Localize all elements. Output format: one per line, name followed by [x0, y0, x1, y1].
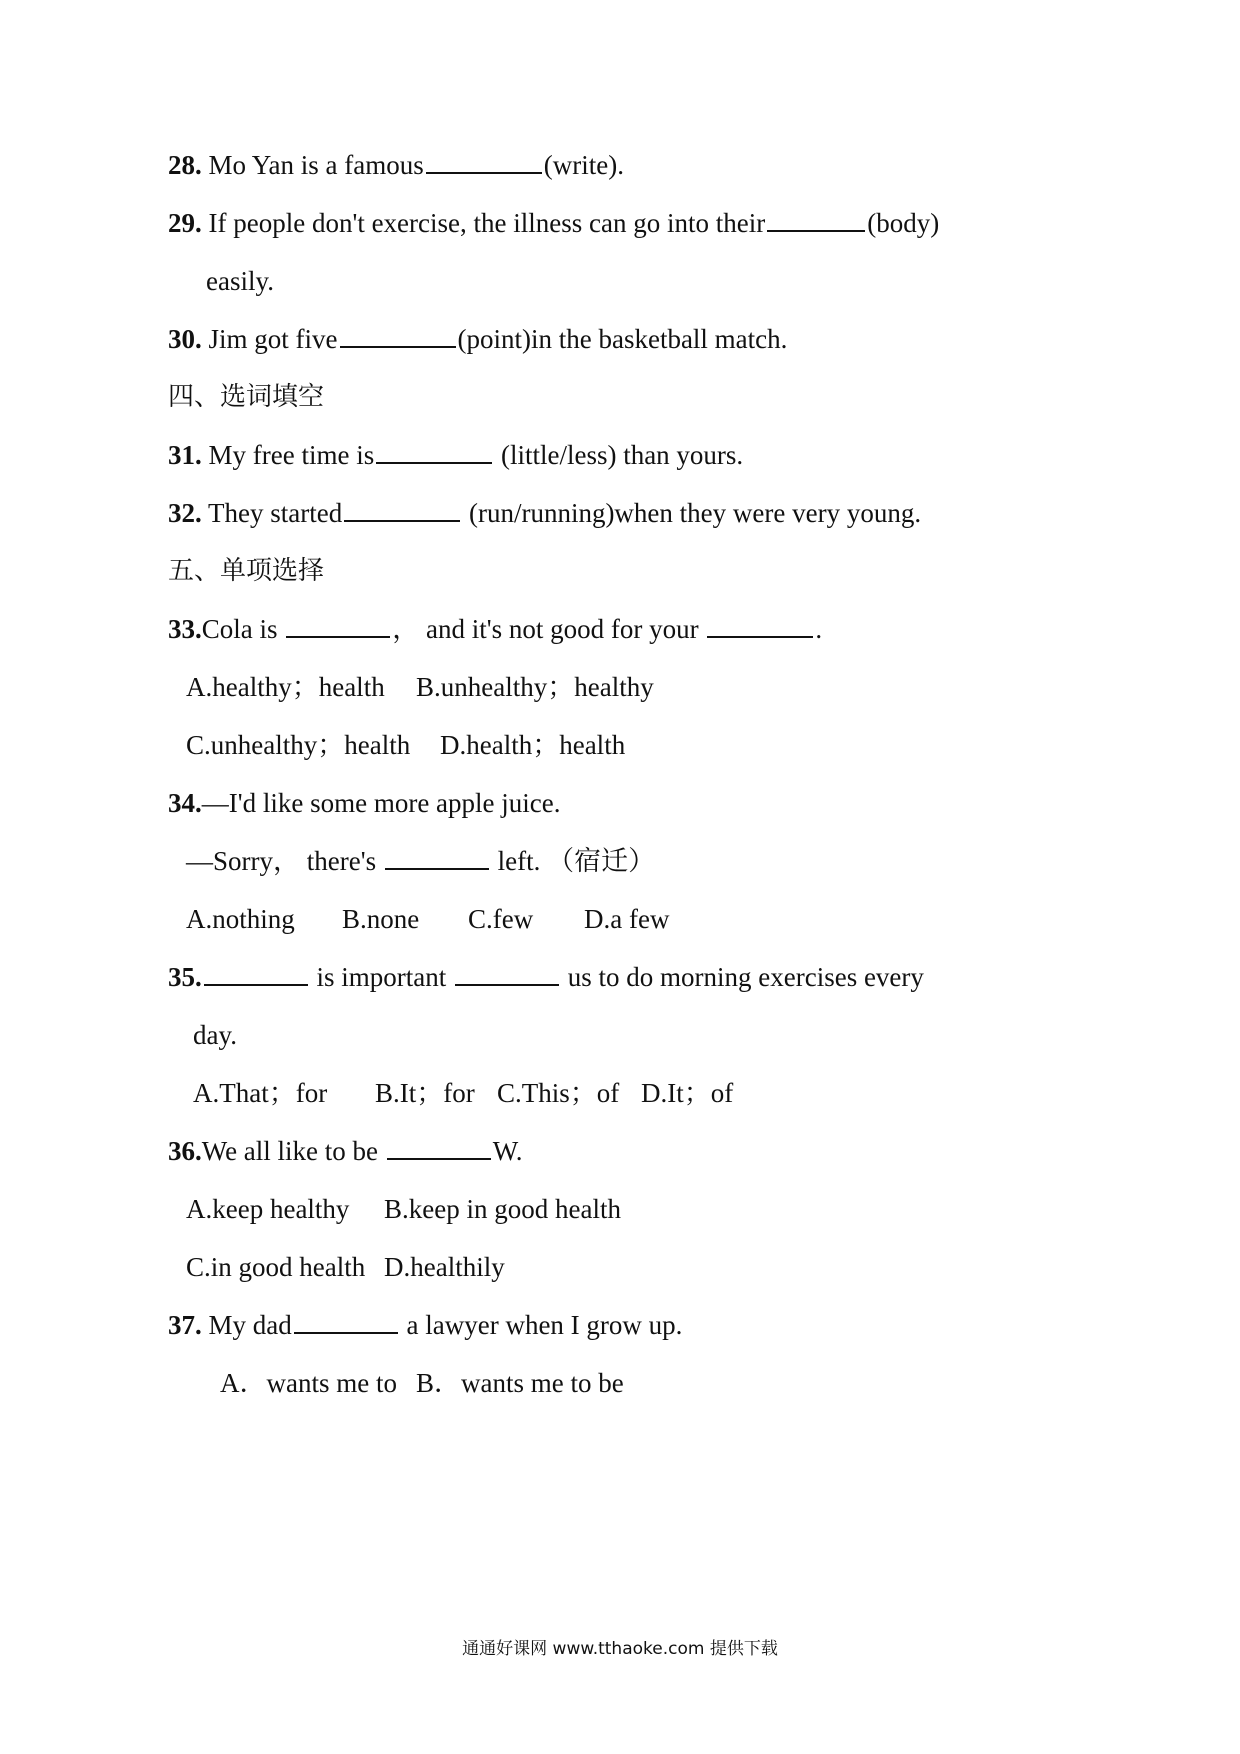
question-number: 29. — [168, 208, 202, 238]
answer-blank[interactable] — [340, 324, 456, 348]
option-a[interactable]: A.That；for — [193, 1078, 328, 1108]
question-37 — [168, 1308, 682, 1342]
option-a[interactable]: A.healthy；health — [186, 672, 385, 702]
answer-blank[interactable] — [294, 1310, 398, 1334]
question-text: . — [815, 614, 823, 644]
question-31 — [168, 438, 743, 472]
option-b[interactable]: B．wants me to be — [416, 1368, 624, 1398]
question-number: 35. — [168, 962, 202, 992]
question-28 — [168, 148, 624, 182]
answer-blank[interactable] — [385, 846, 489, 870]
option-a[interactable]: A.nothing — [186, 904, 295, 934]
options-row — [186, 1192, 621, 1226]
question-36 — [168, 1134, 523, 1168]
question-35-continuation: day. — [193, 1020, 237, 1050]
option-c[interactable]: C.unhealthy；health — [186, 730, 411, 760]
question-number: 34. — [168, 788, 202, 818]
answer-blank[interactable] — [286, 614, 390, 638]
option-d[interactable]: D.healthily — [384, 1252, 505, 1282]
question-29 — [168, 206, 939, 240]
option-c[interactable]: C.few — [468, 904, 534, 934]
question-33 — [168, 612, 822, 646]
question-32 — [168, 496, 921, 530]
option-c[interactable]: C.in good health — [186, 1252, 366, 1282]
question-text: (point)in the basketball match. — [457, 324, 788, 354]
question-text: We all like to be — [201, 1136, 385, 1166]
page-footer: 通通好课网 www.tthaoke.com 提供下载 — [462, 1639, 778, 1659]
answer-blank[interactable] — [344, 498, 460, 522]
question-text: Mo Yan is a famous — [201, 150, 424, 180]
question-text: (body) — [867, 208, 940, 238]
question-text: —Sorry， there's — [186, 846, 383, 876]
question-text: (little/less) than yours. — [494, 440, 744, 470]
question-text: us to do morning exercises every — [561, 962, 924, 992]
options-row — [186, 728, 625, 762]
question-text: (run/running)when they were very young. — [462, 498, 922, 528]
answer-blank[interactable] — [455, 962, 559, 986]
question-text: Jim got five — [201, 324, 338, 354]
question-number: 28. — [168, 150, 202, 180]
question-34 — [168, 786, 561, 820]
question-number: 31. — [168, 440, 202, 470]
options-row — [220, 1366, 624, 1400]
question-number: 30. — [168, 324, 202, 354]
answer-blank[interactable] — [376, 440, 492, 464]
question-text: (write). — [543, 150, 624, 180]
option-b[interactable]: B.keep in good health — [384, 1194, 621, 1224]
section-heading-4: 四、选词填空 — [168, 382, 325, 412]
question-text: They started — [201, 498, 343, 528]
option-d[interactable]: D.health；health — [440, 730, 626, 760]
question-29-continuation: easily. — [206, 266, 274, 296]
question-text: —I'd like some more apple juice. — [201, 788, 561, 818]
question-number: 37. — [168, 1310, 202, 1340]
option-a[interactable]: A.keep healthy — [186, 1194, 350, 1224]
question-34-reply — [186, 844, 655, 878]
question-text: a lawyer when I grow up. — [399, 1310, 683, 1340]
question-text: is important — [309, 962, 453, 992]
options-row — [186, 670, 654, 704]
answer-blank[interactable] — [387, 1136, 491, 1160]
answer-blank[interactable] — [204, 962, 308, 986]
option-b[interactable]: B.It；for — [375, 1078, 475, 1108]
question-text: Cola is — [201, 614, 285, 644]
question-text: W. — [492, 1136, 523, 1166]
question-text: left. （宿迁） — [490, 846, 656, 876]
option-c[interactable]: C.This；of — [497, 1078, 620, 1108]
question-text: My free time is — [201, 440, 375, 470]
option-a[interactable]: A．wants me to — [220, 1368, 397, 1398]
question-35 — [168, 960, 924, 994]
question-number: 33. — [168, 614, 202, 644]
option-b[interactable]: B.unhealthy；healthy — [416, 672, 654, 702]
question-number: 32. — [168, 498, 202, 528]
answer-blank[interactable] — [707, 614, 813, 638]
options-row — [186, 1250, 505, 1284]
question-number: 36. — [168, 1136, 202, 1166]
option-d[interactable]: D.It；of — [641, 1078, 734, 1108]
question-text: ， and it's not good for your — [392, 614, 706, 644]
answer-blank[interactable] — [426, 150, 542, 174]
answer-blank[interactable] — [767, 208, 865, 232]
question-text: My dad — [201, 1310, 292, 1340]
section-heading-5: 五、单项选择 — [168, 556, 325, 586]
option-d[interactable]: D.a few — [584, 904, 670, 934]
options-row — [193, 1076, 733, 1110]
options-row — [186, 902, 669, 936]
option-b[interactable]: B.none — [342, 904, 420, 934]
question-30 — [168, 322, 787, 356]
question-text: If people don't exercise, the illness can go into their — [201, 208, 766, 238]
